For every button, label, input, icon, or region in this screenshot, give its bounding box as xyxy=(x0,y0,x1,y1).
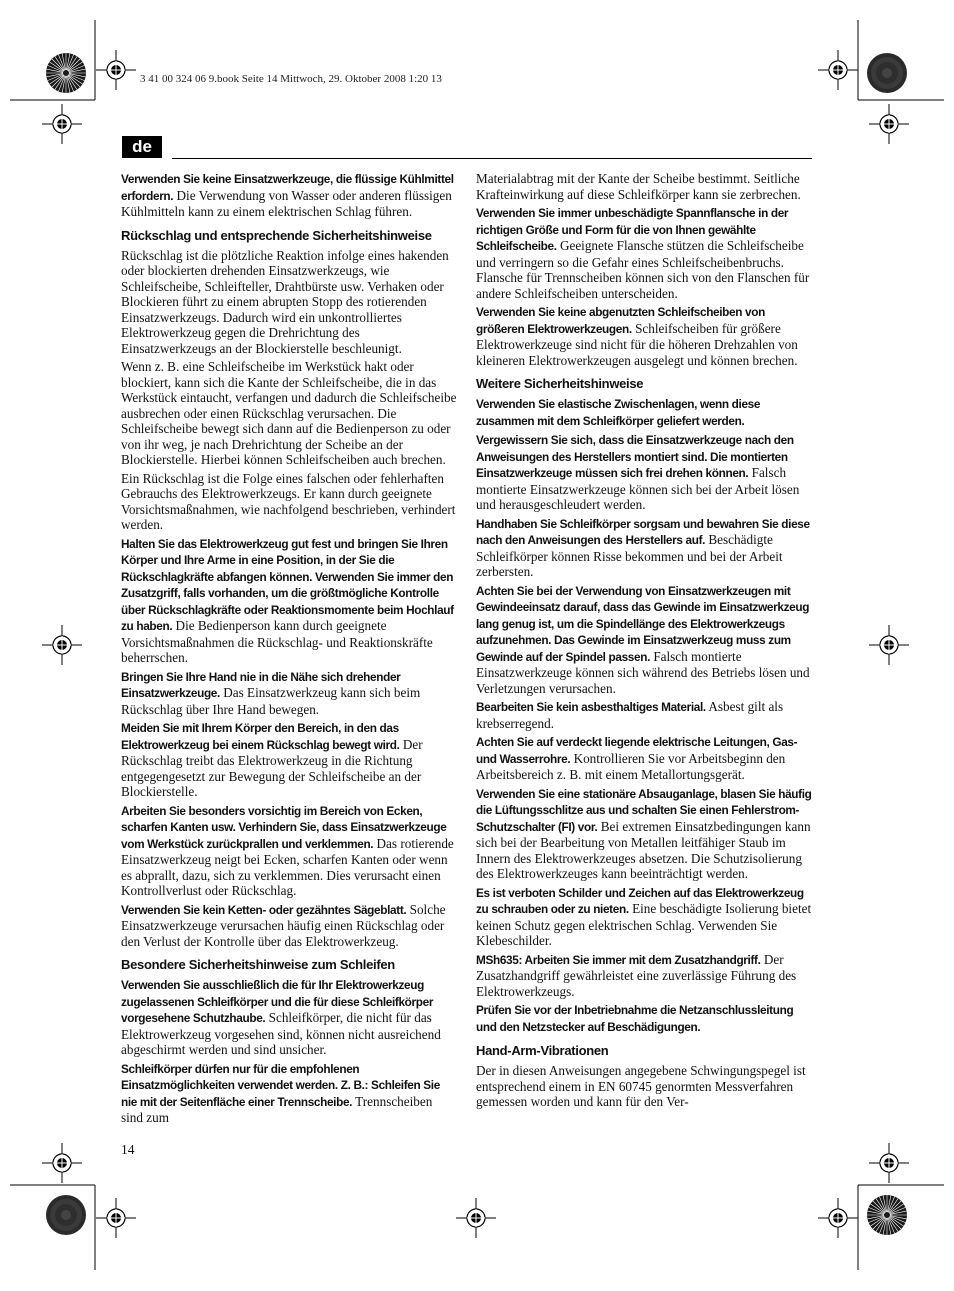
paragraph xyxy=(476,1063,812,1110)
bold-instruction: Achten Sie auf verdeckt liegende elektrische Leitungen, Gas- und Wasserrohre. xyxy=(476,735,798,766)
section-heading: Rückschlag und entsprechende Sicherheitshinweise xyxy=(121,227,432,243)
body-text: Wenn z. B. eine Schleifscheibe im Werkstück hakt oder blockiert, kann sich die Kante der Schleifscheibe, die in das Werkstück eintaucht, verfangen und dadurch die Schleifscheibe ausbrechen oder einen Rückschlag verursachen. Die Schleifscheibe bewegt sich dann auf die Bedienperson zu oder von ihr weg, je nach Drehrichtung der Scheibe an der Blockierstelle. Hierbei können Schleifscheiben auch brechen. xyxy=(121,359,457,467)
paragraph xyxy=(476,952,812,1000)
bold-instruction: Verwenden Sie ausschließlich die für Ihr Elektrowerkzeug zugelassenen Schleifkörper und die für diese Schleifkörper vorgesehene Schutzhaube. xyxy=(121,978,434,1025)
bold-instruction: Verwenden Sie keine Einsatzwerkzeuge, die flüssige Kühlmittel erfordern. xyxy=(121,172,454,203)
body-text: Die Bedienperson kann durch geeignete Vorsichtsmaßnahmen die Rückschlag- und Reaktionskräfte beherrschen. xyxy=(121,618,433,665)
paragraph xyxy=(476,432,812,513)
paragraph xyxy=(476,786,812,882)
body-text: Eine beschädigte Isolierung bietet keinen Schutz gegen elektrischen Schlag. Verwenden Sie Klebeschilder. xyxy=(476,901,812,948)
body-text: Rückschlag ist die plötzliche Reaktion infolge eines hakenden oder blockierten drehenden Einsatzwerkzeugs, wie Schleifscheibe, Schleifteller, Drahtbürste usw. Verhaken oder Blockieren führt zu einem abrupten Stopp des rotierenden Einsatzwerkzeugs. Dadurch wird ein unkontrolliertes Elektrowerkzeug gegen die Drehrichtung des Einsatzwerkzeugs an der Blockierstelle beschleunigt. xyxy=(121,247,449,356)
paragraph xyxy=(476,304,812,368)
file-info: 3 41 00 324 06 9.book Seite 14 Mittwoch, 29. Oktober 2008 1:20 13 xyxy=(140,73,442,85)
bold-instruction: Achten Sie bei der Verwendung von Einsatzwerkzeugen mit Gewindeeinsatz darauf, dass das Gewinde im Einsatzwerkzeug lang genug ist, um die Spindellänge des Elektrowerkzeugs aufzunehmen. Das Gewinde im Einsatzwerkzeug muss zum Gewinde auf der Spindel passen. xyxy=(476,583,810,664)
paragraph xyxy=(121,171,457,220)
body-text: Kontrollieren Sie vor Arbeitsbeginn den Arbeitsbereich z. B. mit einem Metallortungsgerät. xyxy=(476,750,786,782)
section-heading: Hand-Arm-Vibrationen xyxy=(476,1043,609,1058)
right-column xyxy=(476,171,812,1113)
paragraph xyxy=(121,359,457,468)
body-text: Asbest gilt als krebserregend. xyxy=(476,699,784,731)
bold-instruction: Bearbeiten Sie kein asbesthaltiges Material. xyxy=(476,700,706,714)
body-text: Schleifscheiben für größere Elektrowerkzeuge sind nicht für die höheren Drehzahlen von kleineren Elektrowerkzeugen ausgelegt und können brechen. xyxy=(476,320,798,368)
bold-instruction: Bringen Sie Ihre Hand nie in die Nähe sich drehender Einsatzwerkzeuge. xyxy=(121,669,401,700)
left-column xyxy=(121,171,457,1129)
bold-instruction: Schleifkörper dürfen nur für die empfohlenen Einsatzmöglichkeiten verwendet werden. Z. B.: Schleifen Sie nie mit der Seitenfläche einer Trennscheibe. xyxy=(121,1061,440,1109)
bold-instruction: Es ist verboten Schilder und Zeichen auf das Elektrowerkzeug zu schrauben oder zu nieten. xyxy=(476,885,804,916)
body-text: Falsch montierte Einsatzwerkzeuge können sich bei der Arbeit lösen und herausgeschleudert werden. xyxy=(476,465,800,512)
body-text: Trennscheiben sind zum xyxy=(121,1093,433,1125)
paragraph xyxy=(476,396,812,429)
bold-instruction: Arbeiten Sie besonders vorsichtig im Bereich von Ecken, scharfen Kanten usw. Verhindern Sie, dass Einsatzwerkzeuge vom Werkstück zurückprallen und verklemmen. xyxy=(121,803,447,851)
paragraph xyxy=(121,536,457,666)
body-text: Schleifkörper, die nicht für das Elektrowerkzeug vorgesehen sind, können nicht ausreichend abgeschirmt werden und sind unsicher. xyxy=(121,1010,441,1057)
page-number: 14 xyxy=(121,1142,135,1157)
body-text: Das Einsatzwerkzeug kann sich beim Rückschlag über Ihre Hand bewegen. xyxy=(121,685,421,717)
language-badge: de xyxy=(122,136,162,158)
paragraph xyxy=(121,669,457,718)
bold-instruction: Meiden Sie mit Ihrem Körper den Bereich, in den das Elektrowerkzeug bei einem Rückschlag bewegt wird. xyxy=(121,721,400,752)
bold-instruction: Vergewissern Sie sich, dass die Einsatzwerkzeuge nach den Anweisungen des Herstellers montiert sind. Die montierten Einsatzwerkzeuge müssen sich frei drehen können. xyxy=(476,433,794,480)
section-heading: Besondere Sicherheitshinweise zum Schleifen xyxy=(121,957,395,972)
paragraph xyxy=(476,734,812,783)
body-text: Der in diesen Anweisungen angegebene Schwingungspegel ist entsprechend einem in EN 60745 genormten Messverfahren gemessen worden und kann für den Ver- xyxy=(476,1063,806,1109)
bold-instruction: Verwenden Sie keine abgenutzten Schleifscheiben von größeren Elektrowerkzeugen. xyxy=(476,305,765,336)
paragraph xyxy=(121,248,457,357)
body-text: Das rotierende Einsatzwerkzeug neigt bei Ecken, scharfen Kanten oder wenn es abprallt, dazu, sich zu verklemmen. Dies verursacht einen Kontrollverlust oder Rückschlag. xyxy=(121,835,454,898)
bold-instruction: MSh635: Arbeiten Sie immer mit dem Zusatzhandgriff. xyxy=(476,952,761,967)
bold-instruction: Verwenden Sie elastische Zwischenlagen, wenn diese zusammen mit dem Schleifkörper geliefert werden. xyxy=(476,397,761,428)
body-text: Ein Rückschlag ist die Folge eines falschen oder fehlerhaften Gebrauchs des Elektrowerkzeugs. Er kann durch geeignete Vorsichtsmaßnahmen, wie nachfolgend beschrieben, verhindert werden. xyxy=(121,470,456,532)
paragraph xyxy=(121,977,457,1058)
body-text: Geeignete Flansche stützen die Schleifscheibe und verringern so die Gefahr eines Schleifscheibenbruchs. Flansche für Trennscheiben können sich von den Flanschen für andere Schleifscheiben unterscheiden. xyxy=(476,238,810,301)
bold-instruction: Verwenden Sie immer unbeschädigte Spannflansche in der richtigen Größe und Form für die von Ihnen gewählte Schleifscheibe. xyxy=(476,206,789,253)
bold-instruction: Prüfen Sie vor der Inbetriebnahme die Netzanschlussleitung und den Netzstecker auf Beschädigungen. xyxy=(476,1003,794,1034)
paragraph xyxy=(476,516,812,580)
paragraph xyxy=(476,699,812,731)
body-text: Beschädigte Schleifkörper können Risse bekommen und bei der Arbeit zerbersten. xyxy=(476,532,783,579)
bold-instruction: Handhaben Sie Schleifkörper sorgsam und bewahren Sie diese nach den Anweisungen des Herstellers auf. xyxy=(476,516,810,547)
bold-instruction: Halten Sie das Elektrowerkzeug gut fest und bringen Sie Ihren Körper und Ihre Arme in eine Position, in der Sie die Rückschlagkräfte abfangen können. Verwenden Sie immer den Zusatzgriff, falls vorhanden, um die größtmögliche Kontrolle über Rückschlagkräfte oder Reaktionsmomente beim Hochlauf zu haben. xyxy=(121,536,454,633)
body-text: Falsch montierte Einsatzwerkzeuge können sich während des Betriebs lösen und Verletzungen verursachen. xyxy=(476,648,810,696)
body-text: Der Rückschlag treibt das Elektrowerkzeug in die Richtung entgegengesetzt zur Bewegung der Schleifscheibe an der Blockierstelle. xyxy=(121,736,423,799)
paragraph xyxy=(476,171,812,202)
body-text: Bei extremen Einsatzbedingungen kann sich bei der Bearbeitung von Metallen leitfähiger Staub im Innern des Elektrowerkzeuges absetzen. Die Schutzisolierung des Elektrowerkzeuges kann beeinträchtigt werden. xyxy=(476,818,811,881)
paragraph xyxy=(121,471,457,533)
body-text: Der Zusatzhandgriff gewährleistet eine zuverlässige Führung des Elektrowerkzeugs. xyxy=(476,951,797,999)
header-rule xyxy=(172,158,812,159)
body-text: Solche Einsatzwerkzeuge verursachen häufig einen Rückschlag oder den Verlust der Kontrolle über das Elektrowerkzeug. xyxy=(121,901,446,949)
body-text: Die Verwendung von Wasser oder anderen flüssigen Kühlmitteln kann zu einem elektrischen Schlag führen. xyxy=(121,187,452,219)
paragraph xyxy=(476,885,812,949)
paragraph xyxy=(476,583,812,697)
paragraph xyxy=(121,1061,457,1126)
paragraph xyxy=(121,803,457,899)
paragraph xyxy=(121,720,457,800)
body-text: Materialabtrag mit der Kante der Scheibe bestimmt. Seitliche Krafteinwirkung auf diese Schleifkörper kann sie zerbrechen. xyxy=(476,171,801,202)
paragraph xyxy=(476,205,812,301)
bold-instruction: Verwenden Sie kein Ketten- oder gezähntes Sägeblatt. xyxy=(121,902,407,917)
section-heading: Weitere Sicherheitshinweise xyxy=(476,376,644,391)
bold-instruction: Verwenden Sie eine stationäre Absauganlage, blasen Sie häufig die Lüftungsschlitze aus und schalten Sie einen Fehlerstrom-Schutzschalter (FI) vor. xyxy=(476,786,812,834)
paragraph xyxy=(476,1002,812,1035)
paragraph xyxy=(121,902,457,950)
